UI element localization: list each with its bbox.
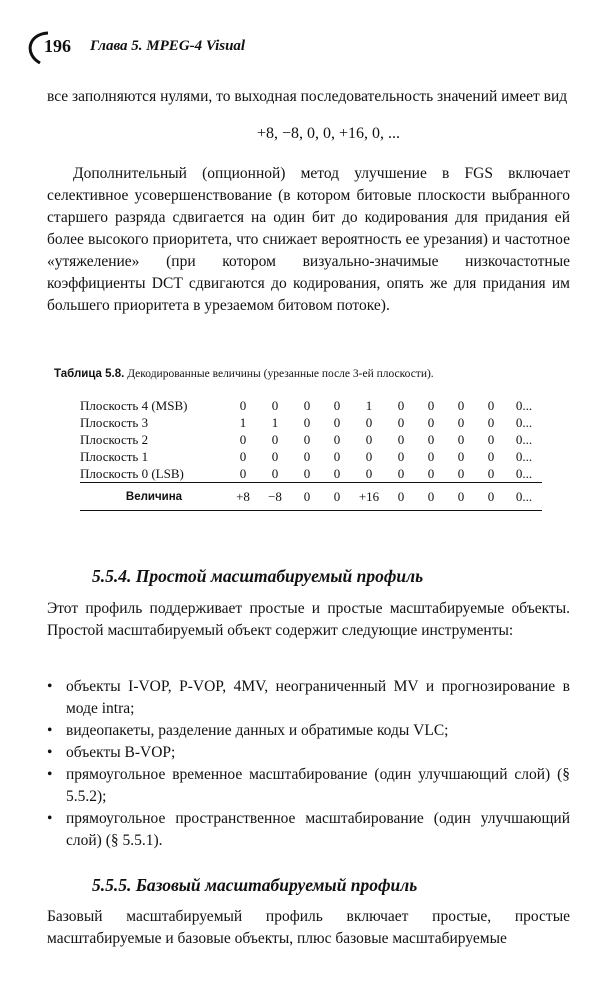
list-item bbox=[47, 742, 570, 764]
list-item bbox=[47, 676, 570, 720]
table-cell: 0 bbox=[457, 414, 465, 430]
bullet-icon: • bbox=[47, 722, 53, 739]
table-cell: 0 bbox=[239, 431, 247, 447]
paragraph-continuation: все заполняются нулями, то выходная последовательность значений имеет вид bbox=[47, 88, 568, 105]
table-row bbox=[80, 448, 542, 465]
table-cell: 0 bbox=[427, 431, 435, 447]
table-cell: 0... bbox=[515, 431, 533, 447]
table-cell: 0 bbox=[397, 397, 405, 413]
bullet-icon: • bbox=[47, 810, 53, 827]
table-cell: 0 bbox=[487, 397, 495, 413]
table-cell: 1 bbox=[365, 397, 373, 413]
table-cell: 0 bbox=[487, 448, 495, 464]
list-item-text: прямоугольное пространственное масштабирование (один улучшающий слой) (§ 5.5.1). bbox=[66, 810, 570, 849]
total-row-label: Величина bbox=[80, 483, 228, 511]
table-cell: 0 bbox=[271, 397, 279, 413]
table-cell: 0 bbox=[365, 431, 373, 447]
list-item-text: объекты I-VOP, P-VOP, 4MV, неограниченный MV и прогнозирование в моде intra; bbox=[66, 678, 570, 717]
page-number: 196 bbox=[44, 36, 71, 56]
list-item-text: видеопакеты, разделение данных и обратимые коды VLC; bbox=[66, 722, 449, 739]
table-cell: 0 bbox=[457, 431, 465, 447]
bullet-icon: • bbox=[47, 678, 53, 695]
running-head: Глава 5. MPEG-4 Visual bbox=[90, 38, 246, 54]
page-header bbox=[22, 30, 582, 64]
table-cell: 0 bbox=[427, 448, 435, 464]
table-cell: 0 bbox=[333, 414, 341, 430]
table-caption-text: Декодированные величины (урезанные после 3-ей плоскости). bbox=[127, 368, 434, 380]
table-row bbox=[80, 414, 542, 431]
bullet-icon: • bbox=[47, 766, 53, 783]
row-label: Плоскость 3 bbox=[80, 414, 149, 430]
table-total-row bbox=[80, 483, 542, 511]
table-cell: 0 bbox=[457, 465, 465, 481]
list-item bbox=[47, 764, 570, 808]
section-554-intro: Этот профиль поддерживает простые и простые масштабируемые объекты. Простой масштабируемый объект содержит следующие инструменты: bbox=[47, 600, 570, 639]
table-cell: 0 bbox=[397, 414, 405, 430]
list-item-text: прямоугольное временное масштабирование (один улучшающий слой) (§ 5.5.2); bbox=[66, 766, 570, 805]
table-cell: 0 bbox=[271, 465, 279, 481]
table-cell: 1 bbox=[239, 414, 247, 430]
table-cell: 0 bbox=[397, 431, 405, 447]
output-sequence-formula: +8, −8, 0, 0, +16, 0, ... bbox=[256, 125, 401, 142]
table-cell: 0 bbox=[365, 448, 373, 464]
table-cell: 0 bbox=[427, 465, 435, 481]
table-cell: 0 bbox=[333, 448, 341, 464]
table-cell: 0 bbox=[427, 414, 435, 430]
list-item bbox=[47, 808, 570, 852]
table-cell: +16 bbox=[352, 483, 386, 511]
table-cell: 0 bbox=[271, 431, 279, 447]
table-caption bbox=[54, 368, 574, 380]
table-row bbox=[80, 397, 542, 414]
table-cell: 0 bbox=[446, 483, 476, 511]
row-label: Плоскость 2 bbox=[80, 431, 149, 447]
table-cell: 0 bbox=[239, 397, 247, 413]
decoded-values-table bbox=[80, 397, 542, 511]
table-cell: 0 bbox=[476, 483, 506, 511]
table-cell: 1 bbox=[271, 414, 279, 430]
row-label: Плоскость 1 bbox=[80, 448, 149, 464]
table-cell: 0 bbox=[303, 431, 311, 447]
table-row bbox=[80, 431, 542, 448]
table-cell: 0 bbox=[239, 448, 247, 464]
bullet-icon: • bbox=[47, 744, 53, 761]
section-heading-core-scalable: 5.5.5. Базовый масштабируемый профиль bbox=[92, 875, 418, 895]
table-cell: 0 bbox=[303, 397, 311, 413]
table-cell: 0 bbox=[427, 397, 435, 413]
table-cell: 0... bbox=[515, 397, 533, 413]
table-cell: 0 bbox=[397, 465, 405, 481]
table-cell: 0 bbox=[303, 448, 311, 464]
table-cell: 0... bbox=[515, 448, 533, 464]
table-cell: 0 bbox=[487, 431, 495, 447]
table-cell: 0 bbox=[457, 448, 465, 464]
list-item-text: объекты B-VOP; bbox=[66, 744, 176, 761]
table-cell: 0 bbox=[457, 397, 465, 413]
table-cell: 0 bbox=[365, 414, 373, 430]
table-cell: 0 bbox=[303, 414, 311, 430]
section-heading-simple-scalable: 5.5.4. Простой масштабируемый профиль bbox=[92, 566, 424, 586]
table-cell: 0... bbox=[506, 483, 542, 511]
table-cell: +8 bbox=[228, 483, 258, 511]
table-cell: 0 bbox=[333, 397, 341, 413]
list-item bbox=[47, 720, 570, 742]
table-cell: −8 bbox=[258, 483, 292, 511]
table-cell: 0... bbox=[515, 465, 533, 481]
table-cell: 0 bbox=[322, 483, 352, 511]
table-cell: 0 bbox=[271, 448, 279, 464]
table-cell: 0 bbox=[397, 448, 405, 464]
table-caption-label: Таблица 5.8. bbox=[54, 368, 125, 380]
table-cell: 0 bbox=[365, 465, 373, 481]
row-label: Плоскость 4 (MSB) bbox=[80, 397, 188, 413]
table-cell: 0 bbox=[386, 483, 416, 511]
table-cell: 0 bbox=[333, 465, 341, 481]
table-cell: 0 bbox=[487, 414, 495, 430]
tools-list bbox=[47, 676, 570, 852]
table-cell: 0 bbox=[292, 483, 322, 511]
row-label: Плоскость 0 (LSB) bbox=[80, 465, 184, 481]
table-cell: 0... bbox=[515, 414, 533, 430]
table-row bbox=[80, 465, 542, 483]
table-cell: 0 bbox=[416, 483, 446, 511]
section-555-text: Базовый масштабируемый профиль включает простые, простые масштабируемые и базовые объекты, плюс базовые масштабируемые bbox=[47, 908, 570, 947]
paragraph-fgs-options: Дополнительный (опционной) метод улучшение в FGS включает селективное усовершенствование (в котором битовые плоскости выбранного старшего разряда сдвигается на один бит до кодирования для придания ей более высокого приоритета, что снижает вероятность ее урезания) и частотное «утяжеление» (при котором визуально-значимые низкочастотные коэффициенты DCT сдвигаются до кодирования, опять же для придания им большего приоритета в урезаемом битовом потоке). bbox=[47, 165, 570, 314]
table-cell: 0 bbox=[239, 465, 247, 481]
table-cell: 0 bbox=[487, 465, 495, 481]
table-cell: 0 bbox=[333, 431, 341, 447]
table-cell: 0 bbox=[303, 465, 311, 481]
